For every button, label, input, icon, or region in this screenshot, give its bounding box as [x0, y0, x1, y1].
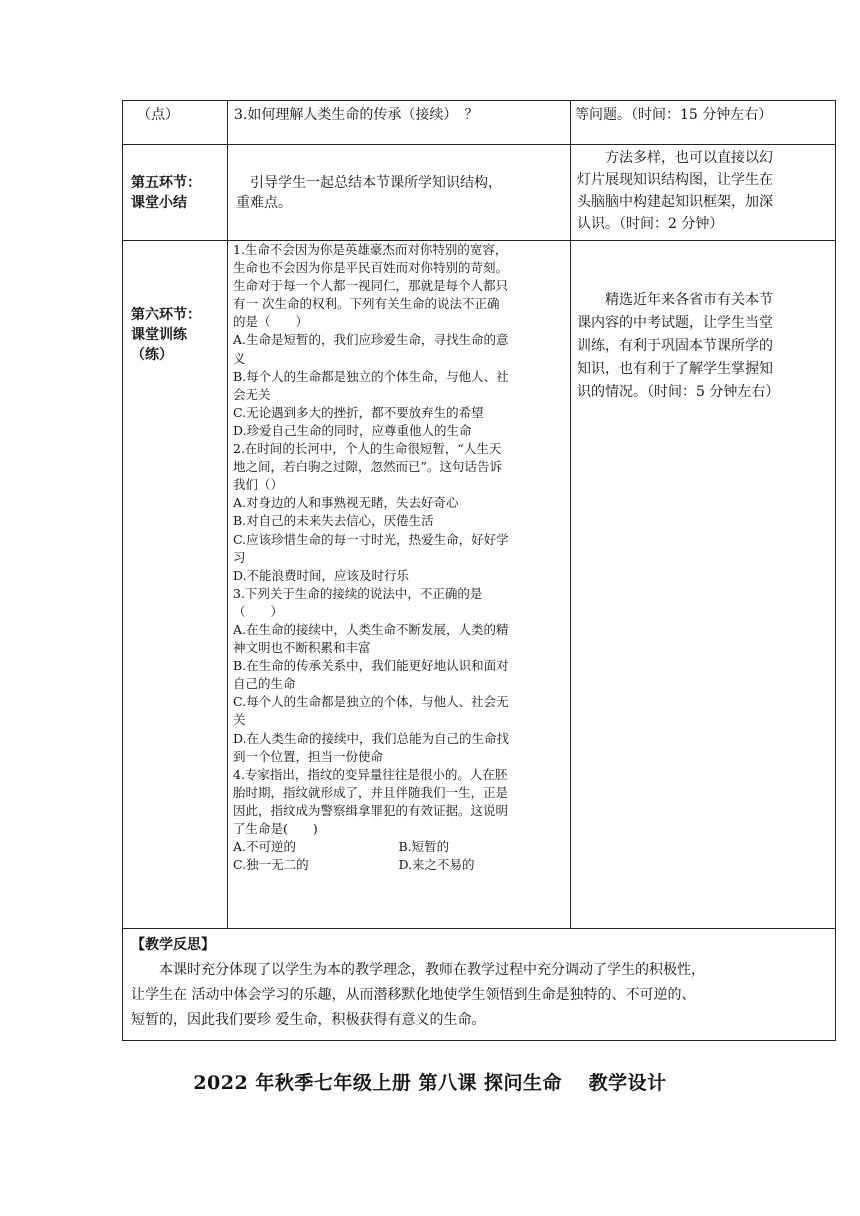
- summary-text: [228, 173, 570, 213]
- text-line: 头脑脑中构建起知识框架，加深: [577, 194, 773, 210]
- question-line: A.在生命的接续中，人类生命不断发展，人类的精: [233, 621, 509, 637]
- question-line: D.珍爱自己生命的同时，应尊重他人的生命: [233, 422, 472, 438]
- exercise-questions: [228, 241, 570, 838]
- question-line: A.对身边的人和事熟视无睹，失去好奇心: [233, 495, 459, 511]
- question-line: 生命对于每一个人都一视同仁，那就是每个人都只: [233, 278, 509, 294]
- text-line: 知识，也有利于了解学生掌握知: [577, 361, 773, 377]
- question-line: B.对自己的未来失去信心，厌倦生活: [233, 513, 434, 529]
- stage-label: [123, 173, 227, 213]
- question-line: 义: [233, 350, 246, 366]
- text-line: 精选近年来各省市有关本节: [577, 292, 773, 308]
- option-d: D.来之不易的: [398, 857, 475, 873]
- question-line: 有一 次生命的权利。下列有关生命的说法不正确: [233, 296, 500, 312]
- question-line: 3.下列关于生命的接续的说法中，不正确的是: [233, 585, 483, 601]
- stage-label-line: 课堂训练: [131, 327, 187, 343]
- text-line: 引导学生一起总结本节课所学知识结构，: [236, 174, 502, 191]
- question-line: 关: [233, 712, 246, 728]
- text-line: 本课时充分体现了以学生为本的教学理念，教师在教学过程中充分调动了学生的积极性，: [159, 962, 705, 978]
- question-line: C.每个人的生命都是独立的个体，与他人、社会无: [233, 694, 509, 710]
- table-row: [123, 241, 836, 929]
- question-line: 到一个位置，担当一份使命: [233, 748, 384, 764]
- options-row: [233, 856, 564, 874]
- option-c: C.独一无二的: [233, 857, 309, 873]
- stage-label-line: 课堂小结: [131, 194, 187, 211]
- question-line: （ ）: [233, 603, 284, 619]
- table-row: [123, 101, 836, 145]
- stage-label-line: 第六环节：: [131, 307, 201, 323]
- question-line: 神文明也不断积累和丰富: [233, 640, 371, 656]
- question-line: 胎时期，指纹就形成了，并且伴随我们一生，正是: [233, 784, 509, 800]
- options-row: [233, 838, 564, 856]
- question-line: D.在人类生命的接续中，我们总能为自己的生命找: [233, 730, 510, 746]
- question-line: 习: [233, 549, 246, 565]
- text-line: 灯片展现知识结构图，让学生在: [577, 172, 773, 188]
- text-line: 让学生在 活动中体会学习的乐趣，从而潜移默化地使学生领悟到生命是独特的、不可逆的、: [131, 987, 696, 1003]
- row-right-text: 等问题。（时间：15 分钟左右）: [575, 107, 773, 123]
- question-line: C.无论遇到多大的挫折，都不要放弃生的希望: [233, 404, 484, 420]
- stage-label-line: （练）: [131, 347, 173, 363]
- question-line: B.在生命的传承关系中，我们能更好地认识和面对: [233, 658, 509, 674]
- question-line: 的是（ ）: [233, 314, 309, 330]
- question-line: 4.专家指出，指纹的变异量往往是很小的。人在胚: [233, 766, 508, 782]
- page-title: 2022 年秋季七年级上册 第八课 探问生命 教学设计: [193, 1072, 667, 1094]
- question-line: 我们（）: [233, 477, 284, 493]
- question-line: 自己的生命: [233, 676, 296, 692]
- practice-note: [571, 241, 835, 404]
- method-note: [571, 145, 835, 235]
- question-line: 地之间，若白驹之过隙，忽然而已”。这句话告诉: [233, 459, 502, 475]
- question-options: [228, 838, 570, 874]
- stage-label: [123, 241, 227, 365]
- table-row: [123, 929, 836, 1041]
- question-line: 因此，指纹成为警察缉拿罪犯的有效证据。这说明: [233, 802, 509, 818]
- option-a: A.不可逆的: [233, 839, 297, 855]
- reflection-heading: 【教学反思】: [131, 937, 215, 953]
- question-line: 了生命是( ): [233, 821, 318, 836]
- text-line: 短暂的，因此我们要珍 爱生命，积极获得有意义的生命。: [131, 1012, 486, 1028]
- row-middle-text: 3.如何理解人类生命的传承（接续） ？: [234, 107, 479, 123]
- question-line: A.生命是短暂的，我们应珍爱生命，寻找生命的意: [233, 332, 509, 348]
- text-line: 重难点。: [236, 194, 292, 211]
- question-line: 会无关: [233, 386, 271, 402]
- teaching-reflection: [123, 929, 835, 1039]
- row-label: （点）: [137, 107, 179, 123]
- text-line: 识的情况。（时间：5 分钟左右）: [577, 384, 780, 400]
- option-b: B.短暂的: [398, 839, 450, 855]
- text-line: 课内容的中考试题，让学生当堂: [577, 315, 773, 331]
- text-line: 训练，有利于巩固本节课所学的: [577, 338, 773, 354]
- question-line: 1.生命不会因为你是英雄豪杰而对你特别的宽容，: [233, 242, 508, 257]
- question-line: 生命也不会因为你是平民百姓而对你特别的苛刻。: [233, 260, 509, 276]
- question-line: C.应该珍惜生命的每一寸时光，热爱生命，好好学: [233, 531, 509, 547]
- table-row: [123, 145, 836, 241]
- lesson-plan-table: [122, 100, 836, 1041]
- stage-label-line: 第五环节：: [131, 174, 201, 191]
- question-line: 2.在时间的长河中，个人的生命很短暂，“人生天: [233, 441, 502, 457]
- question-line: B.每个人的生命都是独立的个体生命，与他人、社: [233, 368, 509, 384]
- text-line: 方法多样，也可以直接以幻: [577, 150, 773, 166]
- text-line: 认识。（时间：2 分钟）: [577, 216, 724, 232]
- question-line: D.不能浪费时间，应该及时行乐: [233, 567, 410, 583]
